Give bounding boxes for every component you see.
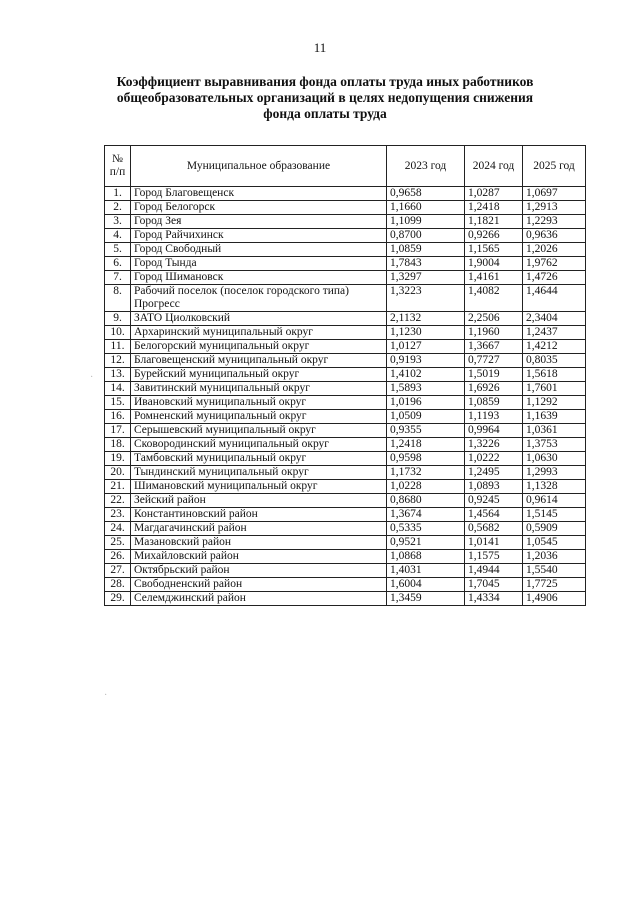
row-number-cell: 7. bbox=[105, 271, 131, 285]
table-row bbox=[105, 201, 586, 215]
row-number-cell: 25. bbox=[105, 536, 131, 550]
municipality-cell: Шимановский муниципальный округ bbox=[131, 480, 387, 494]
value-2025-cell: 1,9762 bbox=[523, 257, 586, 271]
value-2024-cell: 1,2495 bbox=[465, 466, 523, 480]
value-2025-cell: 1,0361 bbox=[523, 424, 586, 438]
header-row-number bbox=[105, 146, 131, 187]
row-number-cell: 4. bbox=[105, 229, 131, 243]
value-2023-cell: 1,0228 bbox=[387, 480, 465, 494]
value-2025-cell: 1,3753 bbox=[523, 438, 586, 452]
value-2025-cell: 1,5540 bbox=[523, 564, 586, 578]
value-2025-cell: 1,4906 bbox=[523, 592, 586, 606]
value-2024-cell: 1,1575 bbox=[465, 550, 523, 564]
value-2024-cell: 1,4564 bbox=[465, 508, 523, 522]
value-2024-cell: 1,4082 bbox=[465, 285, 523, 312]
table-row bbox=[105, 271, 586, 285]
value-2024-cell: 1,0893 bbox=[465, 480, 523, 494]
row-number-cell: 17. bbox=[105, 424, 131, 438]
row-number-cell: 26. bbox=[105, 550, 131, 564]
value-2025-cell: 1,0697 bbox=[523, 187, 586, 201]
page-number: 11 bbox=[313, 40, 327, 55]
municipality-cell: Город Шимановск bbox=[131, 271, 387, 285]
value-2023-cell: 1,1732 bbox=[387, 466, 465, 480]
municipality-cell: Бурейский муниципальный округ bbox=[131, 368, 387, 382]
table-row bbox=[105, 592, 586, 606]
row-number-cell: 22. bbox=[105, 494, 131, 508]
table-row bbox=[105, 326, 586, 340]
value-2025-cell: 1,5145 bbox=[523, 508, 586, 522]
value-2023-cell: 1,3297 bbox=[387, 271, 465, 285]
value-2025-cell: 1,7601 bbox=[523, 382, 586, 396]
table-header-row bbox=[105, 146, 586, 187]
value-2024-cell: 0,5682 bbox=[465, 522, 523, 536]
value-2025-cell: 1,1292 bbox=[523, 396, 586, 410]
row-number-cell: 29. bbox=[105, 592, 131, 606]
table-row bbox=[105, 536, 586, 550]
municipality-cell: Михайловский район bbox=[131, 550, 387, 564]
value-2023-cell: 1,0196 bbox=[387, 396, 465, 410]
value-2024-cell: 1,1821 bbox=[465, 215, 523, 229]
row-number-cell: 27. bbox=[105, 564, 131, 578]
municipality-cell: Свободненский район bbox=[131, 578, 387, 592]
value-2023-cell: 1,0859 bbox=[387, 243, 465, 257]
table-row bbox=[105, 550, 586, 564]
row-number-cell: 28. bbox=[105, 578, 131, 592]
document-title-line: Коэффициент выравнивания фонда оплаты труда иных работников bbox=[116, 74, 534, 89]
value-2024-cell: 1,6926 bbox=[465, 382, 523, 396]
header-2023: 2023 год bbox=[387, 146, 465, 187]
value-2024-cell: 1,4334 bbox=[465, 592, 523, 606]
row-number-cell: 10. bbox=[105, 326, 131, 340]
municipality-cell: Белогорский муниципальный округ bbox=[131, 340, 387, 354]
scan-margin-mark: · bbox=[90, 372, 94, 383]
table-row bbox=[105, 257, 586, 271]
value-2024-cell: 1,3667 bbox=[465, 340, 523, 354]
value-2025-cell: 1,5618 bbox=[523, 368, 586, 382]
table-row bbox=[105, 215, 586, 229]
table-row bbox=[105, 410, 586, 424]
header-2025: 2025 год bbox=[523, 146, 586, 187]
value-2025-cell: 1,2993 bbox=[523, 466, 586, 480]
document-title-line: фонда оплаты труда bbox=[263, 106, 387, 121]
table-row bbox=[105, 229, 586, 243]
value-2025-cell: 2,3404 bbox=[523, 312, 586, 326]
value-2023-cell: 2,1132 bbox=[387, 312, 465, 326]
row-number-cell: 13. bbox=[105, 368, 131, 382]
municipality-cell: Рабочий поселок (поселок городского типа) Прогресс bbox=[131, 285, 387, 312]
municipality-cell: Благовещенский муниципальный округ bbox=[131, 354, 387, 368]
value-2023-cell: 1,3223 bbox=[387, 285, 465, 312]
municipality-cell: Тындинский муниципальный округ bbox=[131, 466, 387, 480]
value-2025-cell: 1,0630 bbox=[523, 452, 586, 466]
table-row bbox=[105, 368, 586, 382]
value-2024-cell: 0,9245 bbox=[465, 494, 523, 508]
table-row bbox=[105, 382, 586, 396]
value-2024-cell: 0,9964 bbox=[465, 424, 523, 438]
value-2023-cell: 1,1660 bbox=[387, 201, 465, 215]
value-2023-cell: 0,8680 bbox=[387, 494, 465, 508]
municipality-cell: Зейский район bbox=[131, 494, 387, 508]
table-row bbox=[105, 480, 586, 494]
value-2023-cell: 1,3674 bbox=[387, 508, 465, 522]
value-2024-cell: 1,1960 bbox=[465, 326, 523, 340]
municipality-cell: Константиновский район bbox=[131, 508, 387, 522]
value-2024-cell: 1,2418 bbox=[465, 201, 523, 215]
header-number-abbrev: п/п bbox=[109, 166, 126, 178]
table-body bbox=[105, 187, 586, 606]
value-2023-cell: 0,9598 bbox=[387, 452, 465, 466]
municipality-cell: Ивановский муниципальный округ bbox=[131, 396, 387, 410]
value-2023-cell: 1,0868 bbox=[387, 550, 465, 564]
row-number-cell: 18. bbox=[105, 438, 131, 452]
value-2025-cell: 1,2437 bbox=[523, 326, 586, 340]
row-number-cell: 11. bbox=[105, 340, 131, 354]
municipality-cell: Архаринский муниципальный округ bbox=[131, 326, 387, 340]
value-2024-cell: 1,1565 bbox=[465, 243, 523, 257]
table-row bbox=[105, 285, 586, 312]
table-row bbox=[105, 424, 586, 438]
header-2024: 2024 год bbox=[465, 146, 523, 187]
value-2023-cell: 1,2418 bbox=[387, 438, 465, 452]
value-2024-cell: 2,2506 bbox=[465, 312, 523, 326]
table-row bbox=[105, 578, 586, 592]
municipality-cell: ЗАТО Циолковский bbox=[131, 312, 387, 326]
value-2025-cell: 1,1328 bbox=[523, 480, 586, 494]
value-2024-cell: 1,0222 bbox=[465, 452, 523, 466]
row-number-cell: 2. bbox=[105, 201, 131, 215]
table-row bbox=[105, 312, 586, 326]
value-2024-cell: 0,9266 bbox=[465, 229, 523, 243]
value-2024-cell: 1,9004 bbox=[465, 257, 523, 271]
value-2024-cell: 1,5019 bbox=[465, 368, 523, 382]
value-2023-cell: 0,8700 bbox=[387, 229, 465, 243]
value-2025-cell: 1,2293 bbox=[523, 215, 586, 229]
value-2024-cell: 1,0859 bbox=[465, 396, 523, 410]
value-2025-cell: 0,5909 bbox=[523, 522, 586, 536]
value-2025-cell: 0,9614 bbox=[523, 494, 586, 508]
value-2025-cell: 1,1639 bbox=[523, 410, 586, 424]
municipality-cell: Город Свободный bbox=[131, 243, 387, 257]
value-2024-cell: 1,3226 bbox=[465, 438, 523, 452]
value-2023-cell: 1,5893 bbox=[387, 382, 465, 396]
row-number-cell: 1. bbox=[105, 187, 131, 201]
row-number-cell: 5. bbox=[105, 243, 131, 257]
value-2023-cell: 1,4102 bbox=[387, 368, 465, 382]
municipality-cell: Город Белогорск bbox=[131, 201, 387, 215]
table-row bbox=[105, 187, 586, 201]
value-2025-cell: 1,4644 bbox=[523, 285, 586, 312]
value-2023-cell: 1,0127 bbox=[387, 340, 465, 354]
value-2025-cell: 1,2913 bbox=[523, 201, 586, 215]
table-row bbox=[105, 564, 586, 578]
municipality-cell: Октябрьский район bbox=[131, 564, 387, 578]
header-municipality: Муниципальное образование bbox=[131, 146, 387, 187]
value-2024-cell: 1,1193 bbox=[465, 410, 523, 424]
municipality-cell: Город Тында bbox=[131, 257, 387, 271]
row-number-cell: 3. bbox=[105, 215, 131, 229]
value-2024-cell: 1,4944 bbox=[465, 564, 523, 578]
value-2024-cell: 1,4161 bbox=[465, 271, 523, 285]
row-number-cell: 9. bbox=[105, 312, 131, 326]
municipality-cell: Город Райчихинск bbox=[131, 229, 387, 243]
row-number-cell: 16. bbox=[105, 410, 131, 424]
value-2025-cell: 1,2036 bbox=[523, 550, 586, 564]
value-2024-cell: 0,7727 bbox=[465, 354, 523, 368]
municipality-cell: Селемджинский район bbox=[131, 592, 387, 606]
value-2023-cell: 1,0509 bbox=[387, 410, 465, 424]
municipality-cell: Тамбовский муниципальный округ bbox=[131, 452, 387, 466]
document-title-line: общеобразовательных организаций в целях недопущения снижения bbox=[116, 90, 534, 105]
table-row bbox=[105, 452, 586, 466]
row-number-cell: 21. bbox=[105, 480, 131, 494]
value-2025-cell: 1,2026 bbox=[523, 243, 586, 257]
value-2024-cell: 1,7045 bbox=[465, 578, 523, 592]
value-2023-cell: 0,9355 bbox=[387, 424, 465, 438]
row-number-cell: 23. bbox=[105, 508, 131, 522]
row-number-cell: 8. bbox=[105, 285, 131, 312]
value-2025-cell: 0,8035 bbox=[523, 354, 586, 368]
table-row bbox=[105, 396, 586, 410]
value-2025-cell: 1,4726 bbox=[523, 271, 586, 285]
table-row bbox=[105, 466, 586, 480]
municipality-cell: Город Благовещенск bbox=[131, 187, 387, 201]
value-2023-cell: 1,3459 bbox=[387, 592, 465, 606]
municipality-cell: Серышевский муниципальный округ bbox=[131, 424, 387, 438]
row-number-cell: 15. bbox=[105, 396, 131, 410]
municipality-cell: Мазановский район bbox=[131, 536, 387, 550]
table-row bbox=[105, 522, 586, 536]
row-number-cell: 14. bbox=[105, 382, 131, 396]
value-2023-cell: 1,4031 bbox=[387, 564, 465, 578]
row-number-cell: 19. bbox=[105, 452, 131, 466]
header-number-sign: № bbox=[112, 153, 123, 165]
value-2025-cell: 1,7725 bbox=[523, 578, 586, 592]
document-title bbox=[100, 74, 550, 122]
value-2025-cell: 0,9636 bbox=[523, 229, 586, 243]
municipality-cell: Сковородинский муниципальный округ bbox=[131, 438, 387, 452]
value-2023-cell: 1,1230 bbox=[387, 326, 465, 340]
value-2023-cell: 0,5335 bbox=[387, 522, 465, 536]
scan-margin-mark: · bbox=[104, 690, 108, 701]
table-row bbox=[105, 438, 586, 452]
value-2025-cell: 1,4212 bbox=[523, 340, 586, 354]
municipality-cell: Магдагачинский район bbox=[131, 522, 387, 536]
value-2023-cell: 0,9521 bbox=[387, 536, 465, 550]
coefficient-table bbox=[104, 145, 586, 606]
row-number-cell: 20. bbox=[105, 466, 131, 480]
municipality-cell: Завитинский муниципальный округ bbox=[131, 382, 387, 396]
value-2024-cell: 1,0141 bbox=[465, 536, 523, 550]
value-2023-cell: 1,1099 bbox=[387, 215, 465, 229]
value-2025-cell: 1,0545 bbox=[523, 536, 586, 550]
municipality-cell: Город Зея bbox=[131, 215, 387, 229]
row-number-cell: 12. bbox=[105, 354, 131, 368]
row-number-cell: 6. bbox=[105, 257, 131, 271]
value-2023-cell: 1,7843 bbox=[387, 257, 465, 271]
row-number-cell: 24. bbox=[105, 522, 131, 536]
municipality-cell: Ромненский муниципальный округ bbox=[131, 410, 387, 424]
value-2023-cell: 0,9658 bbox=[387, 187, 465, 201]
value-2023-cell: 1,6004 bbox=[387, 578, 465, 592]
value-2023-cell: 0,9193 bbox=[387, 354, 465, 368]
table-row bbox=[105, 354, 586, 368]
table-row bbox=[105, 494, 586, 508]
table-row bbox=[105, 243, 586, 257]
table-row bbox=[105, 508, 586, 522]
value-2024-cell: 1,0287 bbox=[465, 187, 523, 201]
table-row bbox=[105, 340, 586, 354]
